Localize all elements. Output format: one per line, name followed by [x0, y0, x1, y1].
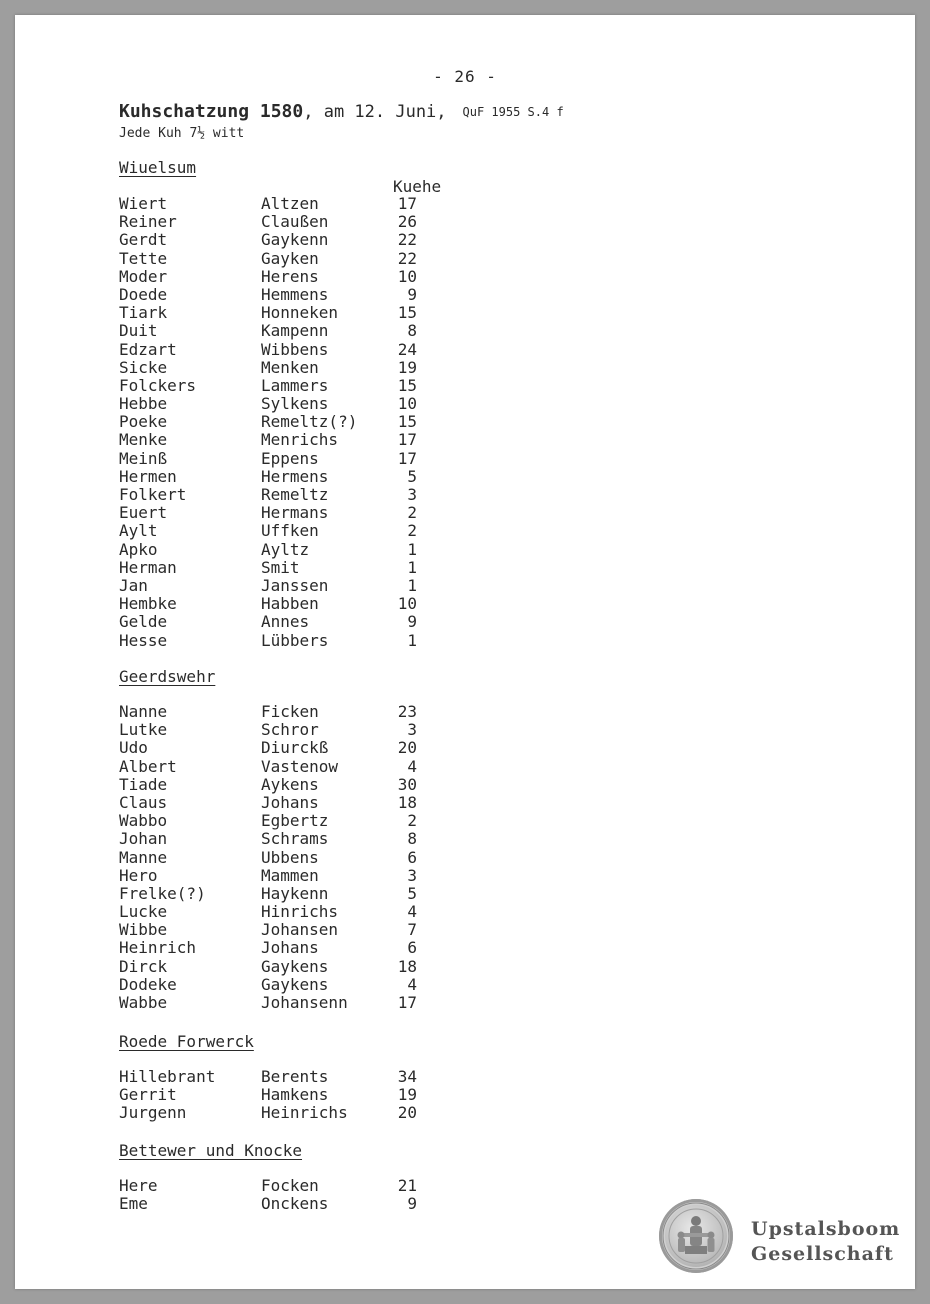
last-name-cell: Vastenow	[261, 756, 339, 776]
last-name-cell: Berents	[261, 1067, 329, 1086]
first-name-cell: Tiade	[119, 774, 168, 794]
cow-count-cell: 3	[407, 865, 417, 885]
last-name-cell: Johansenn	[261, 993, 348, 1012]
last-name-cell: Honneken	[261, 303, 339, 323]
first-name-cell: Here	[119, 1176, 158, 1195]
cow-count-cell: 6	[407, 938, 417, 958]
cow-count-cell: 4	[407, 902, 417, 922]
first-name-cell: Hillebrant	[119, 1067, 216, 1086]
first-name-cell: Manne	[119, 847, 168, 867]
first-name-cell: Jurgenn	[119, 1103, 187, 1123]
last-name-cell: Johans	[261, 938, 319, 958]
first-name-cell: Wiert	[119, 194, 168, 213]
cow-count-cell: 18	[397, 792, 417, 812]
last-name-cell: Janssen	[261, 575, 329, 595]
title-line	[119, 101, 564, 122]
cow-count-cell: 24	[397, 339, 417, 359]
cow-count-cell: 4	[407, 974, 417, 994]
last-name-cell: Johansen	[261, 920, 339, 940]
first-name-cell: Moder	[119, 266, 168, 286]
cow-count-cell: 23	[397, 702, 417, 721]
first-name-cell: Apko	[119, 539, 158, 559]
cow-count-cell: 30	[397, 774, 417, 794]
first-name-cell: Poeke	[119, 412, 168, 432]
cow-count-cell: 15	[397, 412, 417, 432]
first-name-cell: Euert	[119, 503, 168, 523]
last-name-cell: Altzen	[261, 194, 319, 213]
first-name-cell: Heinrich	[119, 938, 197, 958]
cow-count-cell: 1	[407, 575, 417, 595]
last-name-cell: Hamkens	[261, 1085, 329, 1105]
first-name-cell: Hermen	[119, 466, 177, 486]
cow-count-cell: 1	[407, 557, 417, 577]
cow-count-cell: 9	[407, 1194, 417, 1214]
cow-count-cell: 19	[397, 1085, 417, 1105]
brand-line-1: Upstalsboom	[751, 1218, 901, 1240]
cow-count-cell: 34	[397, 1067, 417, 1086]
last-name-cell: Hermans	[261, 503, 329, 523]
document-header	[119, 101, 564, 141]
last-name-cell: Diurckß	[261, 738, 329, 758]
cow-count-cell: 15	[397, 375, 417, 395]
last-name-cell: Annes	[261, 612, 310, 632]
section-title-roede-forwerck: Roede Forwerck	[119, 1032, 254, 1051]
column-header-kuehe: Kuehe	[393, 177, 442, 196]
first-name-cell: Dirck	[119, 956, 168, 976]
last-name-cell: Johans	[261, 792, 319, 812]
last-name-cell: Schrams	[261, 829, 329, 849]
last-name-cell: Lübbers	[261, 630, 329, 650]
cow-count-cell: 20	[397, 1103, 417, 1123]
first-name-cell: Udo	[119, 738, 148, 758]
cow-count-cell: 1	[407, 630, 417, 650]
cow-count-cell: 19	[397, 357, 417, 377]
cow-count-cell: 22	[397, 230, 417, 250]
first-name-cell: Folkert	[119, 485, 187, 504]
first-name-cell: Edzart	[119, 339, 177, 359]
last-name-cell: Herens	[261, 266, 319, 286]
last-name-cell: Remeltz(?)	[261, 412, 358, 432]
first-name-cell: Johan	[119, 829, 168, 849]
first-name-cell: Sicke	[119, 357, 168, 377]
first-name-cell: Folckers	[119, 375, 197, 395]
cow-count-cell: 17	[397, 993, 417, 1012]
cow-count-cell: 10	[397, 266, 417, 286]
cow-count-cell: 20	[397, 738, 417, 758]
cow-count-cell: 8	[407, 321, 417, 341]
first-name-cell: Menke	[119, 430, 168, 450]
first-name-cell: Tette	[119, 248, 168, 268]
last-name-cell: Haykenn	[261, 883, 329, 903]
last-name-cell: Wibbens	[261, 339, 329, 359]
last-name-cell: Lammers	[261, 375, 329, 395]
first-name-cell: Hero	[119, 865, 158, 885]
last-name-cell: Heinrichs	[261, 1103, 348, 1123]
first-name-cell: Nanne	[119, 702, 168, 721]
last-name-cell: Ficken	[261, 702, 319, 721]
last-name-cell: Mammen	[261, 865, 319, 885]
document-title: Kuhschatzung 1580	[119, 101, 304, 122]
cow-count-cell: 17	[397, 448, 417, 468]
first-name-cell: Reiner	[119, 212, 177, 232]
cow-count-cell: 5	[407, 883, 417, 903]
brand-line-2: Gesellschaft	[751, 1243, 894, 1265]
last-name-cell: Egbertz	[261, 811, 329, 831]
cow-count-cell: 17	[397, 430, 417, 450]
first-name-cell: Duit	[119, 321, 158, 341]
last-name-cell: Hemmens	[261, 284, 329, 304]
cow-count-cell: 4	[407, 756, 417, 776]
last-name-cell: Hinrichs	[261, 902, 339, 922]
last-name-cell: Onckens	[261, 1194, 329, 1214]
last-name-cell: Kampenn	[261, 321, 329, 341]
cow-count-cell: 2	[407, 811, 417, 831]
first-name-cell: Wabbe	[119, 993, 168, 1012]
last-name-cell: Schror	[261, 720, 319, 740]
cow-count-cell: 26	[397, 212, 417, 232]
first-name-cell: Herman	[119, 557, 177, 577]
cow-count-cell: 21	[397, 1176, 417, 1195]
last-name-cell: Remeltz	[261, 485, 329, 504]
first-name-cell: Aylt	[119, 521, 158, 541]
first-name-cell: Meinß	[119, 448, 168, 468]
cow-count-cell: 10	[397, 594, 417, 614]
first-name-cell: Dodeke	[119, 974, 177, 994]
first-name-cell: Hembke	[119, 594, 177, 614]
cow-count-cell: 3	[407, 720, 417, 740]
last-name-cell: Ubbens	[261, 847, 319, 867]
seal-icon	[659, 1199, 733, 1273]
last-name-cell: Gaykens	[261, 974, 329, 994]
last-name-cell: Smit	[261, 557, 300, 577]
last-name-cell: Menken	[261, 357, 319, 377]
first-name-cell: Wabbo	[119, 811, 168, 831]
cow-count-cell: 9	[407, 612, 417, 632]
cow-count-cell: 8	[407, 829, 417, 849]
last-name-cell: Focken	[261, 1176, 319, 1195]
first-name-cell: Gerrit	[119, 1085, 177, 1105]
last-name-cell: Hermens	[261, 466, 329, 486]
document-date: , am 12. Juni,	[303, 102, 447, 122]
last-name-cell: Gaykens	[261, 956, 329, 976]
first-name-cell: Claus	[119, 792, 168, 812]
first-name-cell: Eme	[119, 1194, 148, 1214]
cow-count-cell: 2	[407, 503, 417, 523]
cow-count-cell: 2	[407, 521, 417, 541]
cow-count-cell: 15	[397, 303, 417, 323]
first-name-cell: Gelde	[119, 612, 168, 632]
last-name-cell: Eppens	[261, 448, 319, 468]
cow-count-cell: 17	[397, 194, 417, 213]
first-name-cell: Wibbe	[119, 920, 168, 940]
cow-count-cell: 10	[397, 394, 417, 414]
last-name-cell: Menrichs	[261, 430, 339, 450]
last-name-cell: Aykens	[261, 774, 319, 794]
cow-count-cell: 7	[407, 920, 417, 940]
document-page	[15, 15, 915, 1289]
first-name-cell: Lutke	[119, 720, 168, 740]
source-reference: QuF 1955 S.4 f	[462, 105, 564, 119]
first-name-cell: Hebbe	[119, 394, 168, 414]
cow-count-cell: 22	[397, 248, 417, 268]
last-name-cell: Habben	[261, 594, 319, 614]
cow-count-cell: 6	[407, 847, 417, 867]
cow-count-cell: 5	[407, 466, 417, 486]
first-name-cell: Gerdt	[119, 230, 168, 250]
section-title-wiuelsum: Wiuelsum	[119, 158, 197, 177]
cow-count-cell: 18	[397, 956, 417, 976]
cow-count-cell: 3	[407, 485, 417, 504]
document-subtitle: Jede Kuh 7½ witt	[119, 126, 245, 141]
first-name-cell: Albert	[119, 756, 177, 776]
first-name-cell: Lucke	[119, 902, 168, 922]
cow-count-cell: 1	[407, 539, 417, 559]
last-name-cell: Gaykenn	[261, 230, 329, 250]
last-name-cell: Uffken	[261, 521, 319, 541]
page-number: - 26 -	[433, 67, 497, 86]
section-title-geerdswehr: Geerdswehr	[119, 667, 216, 686]
first-name-cell: Tiark	[119, 303, 168, 323]
last-name-cell: Ayltz	[261, 539, 310, 559]
first-name-cell: Jan	[119, 575, 148, 595]
first-name-cell: Doede	[119, 284, 168, 304]
first-name-cell: Frelke(?)	[119, 883, 206, 903]
brand-logo-text	[751, 1217, 900, 1267]
section-title-bettewer-und-knocke: Bettewer und Knocke	[119, 1141, 303, 1160]
first-name-cell: Hesse	[119, 630, 168, 650]
last-name-cell: Claußen	[261, 212, 329, 232]
cow-count-cell: 9	[407, 284, 417, 304]
last-name-cell: Sylkens	[261, 394, 329, 414]
last-name-cell: Gayken	[261, 248, 319, 268]
